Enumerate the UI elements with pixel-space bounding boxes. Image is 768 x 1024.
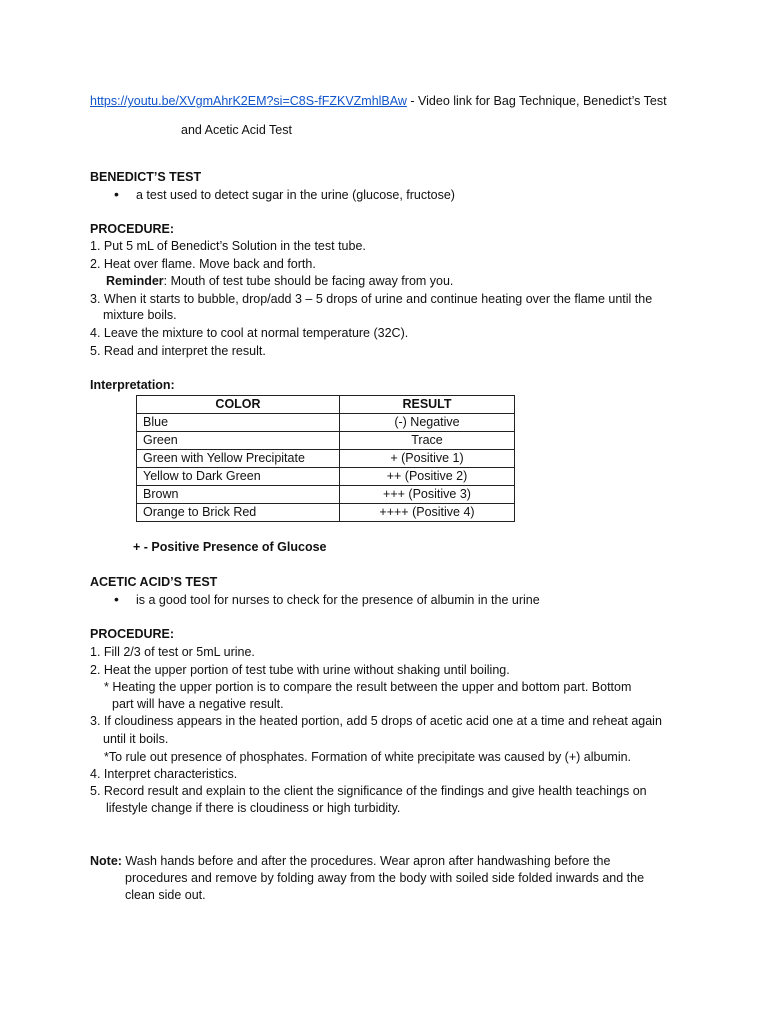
- video-link-description-cont: and Acetic Acid Test: [181, 123, 292, 137]
- table-cell-color: Yellow to Dark Green: [137, 468, 340, 486]
- benedict-step-3-cont: mixture boils.: [103, 308, 177, 322]
- table-row: [137, 486, 515, 504]
- benedict-step-2: 2. Heat over flame. Move back and forth.: [90, 257, 316, 271]
- table-row: [137, 504, 515, 522]
- note-line-3: clean side out.: [125, 888, 206, 902]
- table-cell-result: ++ (Positive 2): [340, 468, 515, 486]
- benedict-bullet: a test used to detect sugar in the urine (glucose, fructose): [136, 188, 455, 202]
- video-link-line: [90, 93, 667, 109]
- table-cell-result: (-) Negative: [340, 414, 515, 432]
- table-cell-result: +++ (Positive 3): [340, 486, 515, 504]
- table-cell-color: Green: [137, 432, 340, 450]
- table-cell-color: Brown: [137, 486, 340, 504]
- table-row: [137, 450, 515, 468]
- acetic-step-2: 2. Heat the upper portion of test tube with urine without shaking until boiling.: [90, 663, 510, 677]
- table-header-row: [137, 396, 515, 414]
- acetic-step-2-note-cont: part will have a negative result.: [112, 697, 284, 711]
- note-line-2: procedures and remove by folding away from the body with soiled side folded inwards and the: [125, 871, 645, 885]
- note-label: Note:: [90, 854, 122, 868]
- table-cell-color: Orange to Brick Red: [137, 504, 340, 522]
- table-cell-color: Blue: [137, 414, 340, 432]
- table-cell-result: + (Positive 1): [340, 450, 515, 468]
- acetic-step-5: 5. Record result and explain to the client the significance of the findings and give health teachings on: [90, 784, 647, 798]
- bullet-icon: •: [114, 591, 119, 607]
- benedict-step-5: 5. Read and interpret the result.: [90, 344, 266, 358]
- benedict-step-4: 4. Leave the mixture to cool at normal temperature (32C).: [90, 326, 409, 340]
- reminder-label: Reminder: [106, 274, 164, 288]
- acetic-title: ACETIC ACID’S TEST: [90, 575, 218, 589]
- benedict-title: BENEDICT’S TEST: [90, 170, 202, 184]
- acetic-step-4: 4. Interpret characteristics.: [90, 767, 238, 781]
- benedict-step-1: 1. Put 5 mL of Benedict’s Solution in the test tube.: [90, 239, 366, 253]
- acetic-step-2-note: * Heating the upper portion is to compare the result between the upper and bottom part. Bottom: [104, 680, 632, 694]
- note-text-1: Wash hands before and after the procedures. Wear apron after handwashing before the: [121, 854, 611, 868]
- note-line-1: [90, 853, 610, 869]
- interpretation-title: Interpretation:: [90, 378, 175, 392]
- table-header-result: RESULT: [340, 396, 515, 414]
- table-row: [137, 414, 515, 432]
- acetic-step-3: 3. If cloudiness appears in the heated portion, add 5 drops of acetic acid one at a time and reheat again: [90, 714, 662, 728]
- table-cell-result: Trace: [340, 432, 515, 450]
- table-cell-result: ++++ (Positive 4): [340, 504, 515, 522]
- table-header-color: COLOR: [137, 396, 340, 414]
- video-link-description: - Video link for Bag Technique, Benedict’s Test: [406, 94, 667, 108]
- benedict-step-3: 3. When it starts to bubble, drop/add 3 – 5 drops of urine and continue heating over the flame until the: [90, 292, 653, 306]
- acetic-bullet: is a good tool for nurses to check for the presence of albumin in the urine: [136, 593, 540, 607]
- interpretation-table: [136, 395, 515, 522]
- benedict-reminder: [106, 273, 453, 289]
- table-row: [137, 468, 515, 486]
- acetic-step-5-cont: lifestyle change if there is cloudiness or high turbidity.: [106, 801, 401, 815]
- reminder-text: : Mouth of test tube should be facing away from you.: [163, 274, 454, 288]
- table-cell-color: Green with Yellow Precipitate: [137, 450, 340, 468]
- bullet-icon: •: [114, 186, 119, 202]
- acetic-step-1: 1. Fill 2/3 of test or 5mL urine.: [90, 645, 255, 659]
- benedict-procedure-title: PROCEDURE:: [90, 222, 175, 236]
- table-row: [137, 432, 515, 450]
- acetic-step-3-note: *To rule out presence of phosphates. Formation of white precipitate was caused by (+) albumin.: [104, 750, 632, 764]
- video-link[interactable]: https://youtu.be/XVgmAhrK2EM?si=C8S-fFZKVZmhlBAw: [90, 94, 407, 108]
- acetic-procedure-title: PROCEDURE:: [90, 627, 175, 641]
- acetic-step-3-cont: until it boils.: [103, 732, 169, 746]
- glucose-legend: + - Positive Presence of Glucose: [133, 540, 327, 554]
